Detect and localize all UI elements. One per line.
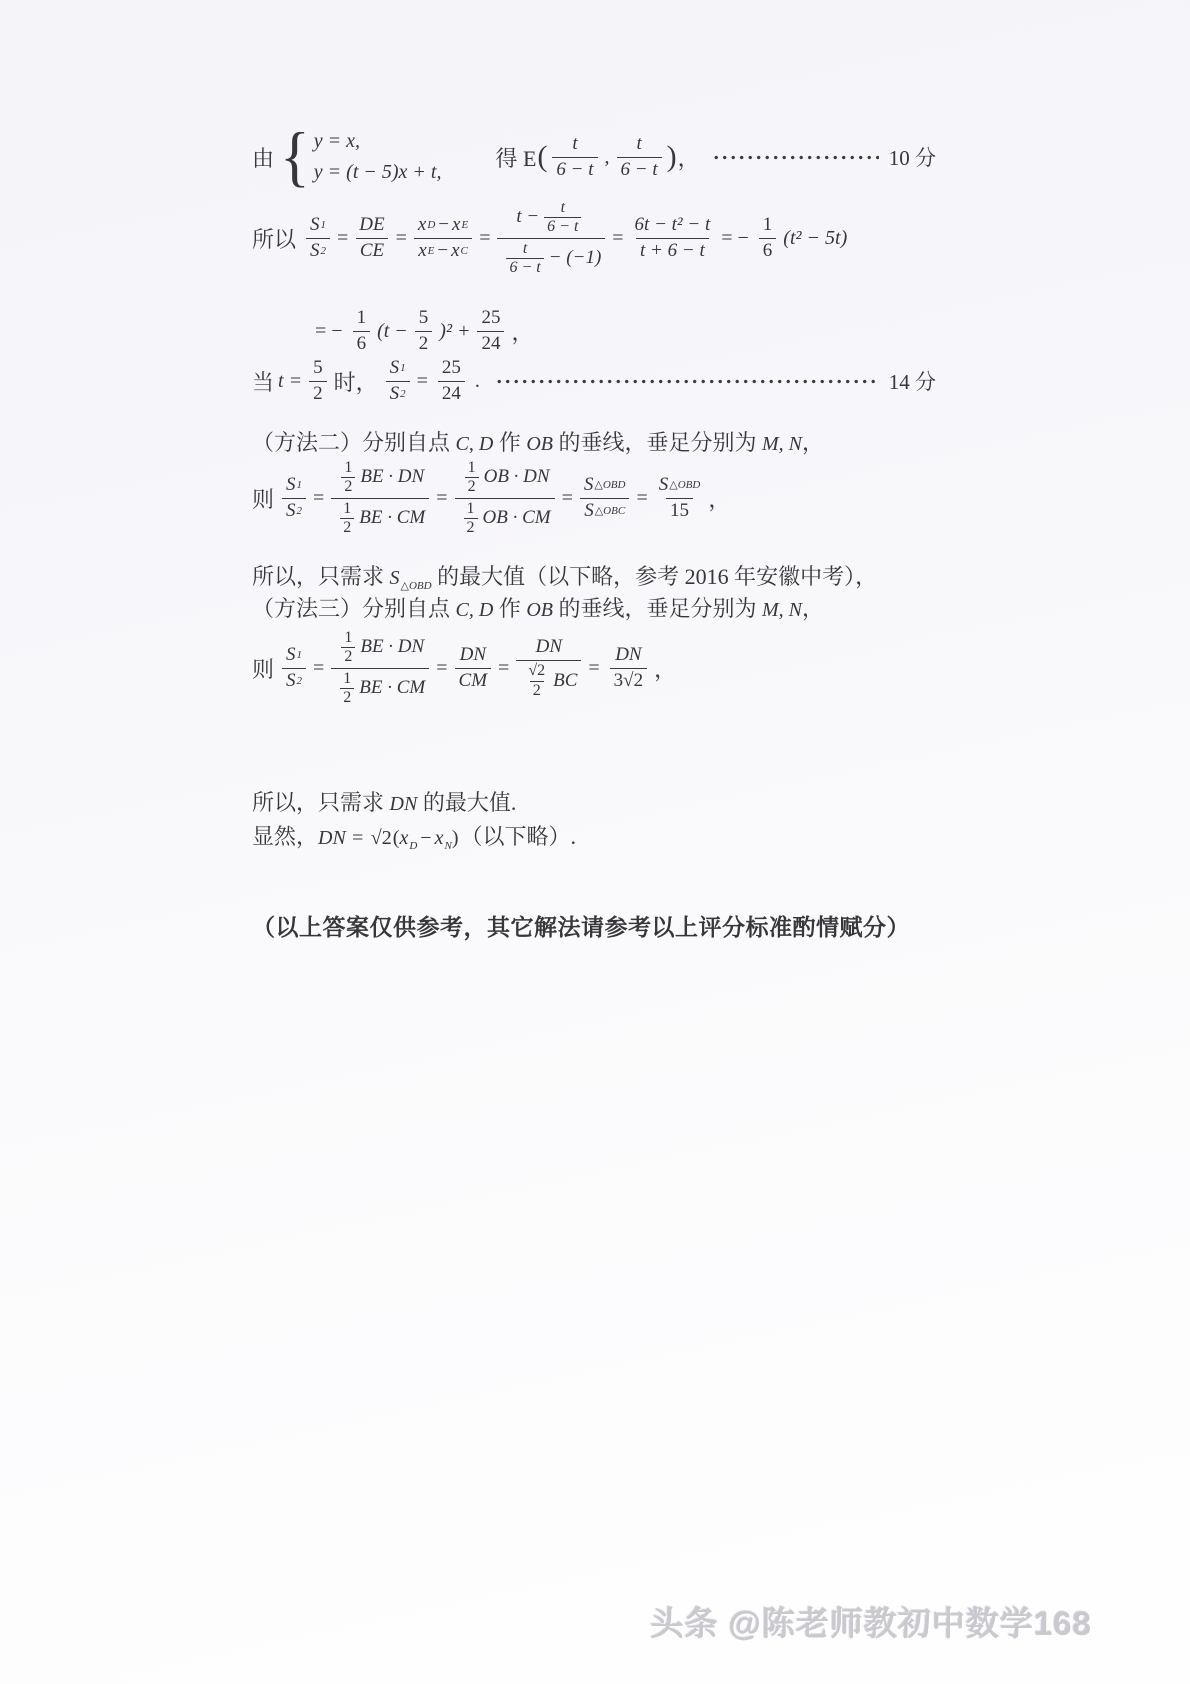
- equals: =: [612, 226, 624, 249]
- comma: ，: [511, 319, 534, 345]
- formula-line-3: [312, 306, 533, 357]
- comma: ，: [677, 145, 700, 171]
- method-3-header: （方法三）分别自点 C, D 作 OB 的垂线，垂足分别为 M, N，: [252, 596, 825, 621]
- label-then: 则: [252, 656, 275, 682]
- fraction-dn-cm: $\frac{DN}{CM}$: [455, 643, 492, 694]
- subscript: D: [427, 218, 436, 231]
- subscript: 2: [296, 674, 303, 687]
- math-t-equals: t =: [278, 369, 303, 392]
- fraction-half: $\frac{1}{2}$: [339, 500, 355, 538]
- equation-2: y = (t − 5)x + t,: [313, 161, 442, 183]
- math-squared-plus: )² +: [439, 319, 471, 342]
- score-14: 14 分: [888, 370, 936, 395]
- subscript: N: [444, 840, 452, 853]
- comma: ，: [654, 656, 677, 682]
- equals: =: [436, 656, 448, 679]
- fraction-one-sixth: $\frac{1}{6}$: [756, 213, 780, 264]
- fraction-five-halves: $\frac{5}{2}$: [412, 306, 436, 357]
- label-shi: 时，: [333, 369, 378, 395]
- subscript-triangle: △OBD: [594, 478, 626, 491]
- equals: =: [313, 656, 325, 679]
- fraction-nested: t − $\frac{t}{6 - t}$ $\frac{t}{6 - t}$ − (−1): [497, 198, 605, 279]
- formula-line-4: [252, 356, 936, 407]
- subscript: 2: [320, 244, 327, 257]
- subscript: D: [409, 840, 418, 853]
- subscript: 2: [400, 387, 406, 400]
- subscript: 2: [296, 504, 303, 517]
- dot-leader: [497, 379, 879, 384]
- equals: =: [561, 486, 573, 509]
- equals: =: [588, 656, 600, 679]
- fraction-half: $\frac{1}{2}$: [339, 670, 355, 708]
- formula-line-6: [252, 458, 730, 539]
- fraction-half: $\frac{1}{2}$: [464, 459, 480, 497]
- equals: =: [498, 656, 510, 679]
- subscript-triangle: △OBC: [594, 504, 626, 517]
- minus: −: [437, 239, 449, 261]
- open-paren: (: [392, 827, 400, 849]
- subscript: E: [427, 244, 435, 257]
- equals: =: [395, 226, 407, 249]
- fraction-half: $\frac{1}{2}$: [340, 629, 356, 667]
- dot-leader: [714, 155, 879, 160]
- fraction-area-15: S △OBD 15: [655, 473, 705, 524]
- fraction-sqrt2-over-2: $\frac{√2}{2}$: [528, 662, 546, 699]
- fraction-t-over-6-t: $\frac{t}{6 - t}$: [617, 132, 662, 183]
- note-line-max-dn: 所以，只需求 DN 的最大值.: [252, 790, 517, 815]
- label-when: 当: [252, 369, 275, 395]
- fraction-t-over-6-t: $\frac{t}{6 - t}$: [552, 132, 597, 183]
- fraction-inner: $\frac{t}{6 - t}$: [505, 240, 544, 278]
- equation-1: y = x,: [313, 130, 361, 152]
- comma: ,: [604, 145, 610, 168]
- fraction-be-dn-cm: $\frac{1}{2}$ BE · DN $\frac{1}{2}$ BE · CM: [331, 458, 429, 539]
- score-10: 10 分: [888, 146, 936, 170]
- subscript-triangle: △OBD: [400, 580, 432, 593]
- formula-line-9: [252, 628, 676, 709]
- label-given: 由: [252, 145, 275, 171]
- equals: =: [436, 486, 448, 509]
- minus: −: [420, 827, 432, 849]
- equals-minus: = −: [721, 226, 749, 249]
- subscript: 1: [296, 648, 303, 661]
- equals: =: [337, 226, 349, 249]
- fraction-s1-s2: S 1 S 2: [306, 213, 330, 264]
- fraction-ob-dn-cm: $\frac{1}{2}$ OB · DN $\frac{1}{2}$ OB · CM: [455, 458, 555, 539]
- fraction-de-ce: $\frac{DE}{CE}$: [355, 213, 388, 264]
- subscript: 1: [400, 361, 406, 374]
- fraction-half: $\frac{1}{2}$: [340, 459, 356, 497]
- open-paren: (: [537, 140, 548, 173]
- fraction-dn-sqrt2bc: DN $\frac{√2}{2}$ BC: [516, 635, 581, 701]
- fraction-25-24: $\frac{25}{24}$: [435, 356, 468, 407]
- left-brace: {: [280, 120, 310, 194]
- minus: −: [438, 213, 450, 235]
- fraction-6t: $\frac{\text{6t − t² − t}}{t + 6 - t}$: [631, 213, 715, 264]
- fraction-five-halves: $\frac{5}{2}$: [306, 356, 330, 407]
- equals: =: [313, 486, 325, 509]
- math-open: (t −: [377, 319, 408, 342]
- math-tail: (t² − 5t): [783, 226, 848, 249]
- subscript: C: [460, 244, 468, 257]
- fraction-dn-3sqrt2: $\frac{DN}{3√2}$: [607, 643, 650, 694]
- note-line-dn-formula: 显然，DN = $√2(x_D - x_N)$（以下略）.: [252, 824, 576, 853]
- equals: =: [416, 369, 428, 392]
- fraction-s1-s2: S 1 S 2: [282, 473, 306, 524]
- subscript: E: [461, 218, 469, 231]
- equation-system: [314, 130, 442, 184]
- label-then: 则: [252, 486, 275, 512]
- formula-line-2: [252, 198, 847, 279]
- subscript: 1: [296, 478, 303, 491]
- fraction-x-coords: x D − x E x E − x C: [414, 213, 472, 264]
- comma: ，: [708, 486, 731, 512]
- fraction-inner: $\frac{t}{6 - t}$: [543, 199, 582, 237]
- subscript-triangle: △OBD: [669, 478, 701, 491]
- fraction-s1-s2: S 1 S 2: [282, 643, 306, 694]
- grading-note: （以上答案仅供参考，其它解法请参考以上评分标准酌情赋分）: [252, 915, 910, 940]
- close-paren: ): [666, 140, 677, 173]
- fraction-s1-s2: S 1 S 2: [386, 356, 410, 407]
- label-therefore: 所以: [252, 226, 297, 252]
- close-paren: ): [451, 827, 459, 849]
- watermark-text: 头条 @陈老师教初中数学168: [650, 1605, 1092, 1642]
- radical: √2: [370, 827, 392, 849]
- fraction-25-24: $\frac{25}{24}$: [474, 306, 507, 357]
- equals: =: [479, 226, 491, 249]
- fraction-one-sixth: $\frac{1}{6}$: [350, 306, 374, 357]
- subscript: 1: [320, 218, 327, 231]
- equals: =: [636, 486, 648, 509]
- label-get-e: 得 E: [495, 145, 537, 171]
- method-2-header: （方法二）分别自点 C, D 作 OB 的垂线，垂足分别为 M, N，: [252, 430, 825, 455]
- formula-line-1: [252, 120, 936, 194]
- fraction-half: $\frac{1}{2}$: [463, 500, 479, 538]
- equals-minus: = −: [315, 319, 343, 342]
- fraction-be-dn-cm: $\frac{1}{2}$ BE · DN $\frac{1}{2}$ BE · CM: [331, 628, 429, 709]
- note-line-max-area: 所以，只需求 $S_{\triangle OBD}$ 的最大值（以下略，参考 2016 年安徽中考），: [252, 564, 878, 593]
- period: .: [474, 369, 480, 392]
- fraction-areas: S △OBD S △OBC: [580, 473, 630, 524]
